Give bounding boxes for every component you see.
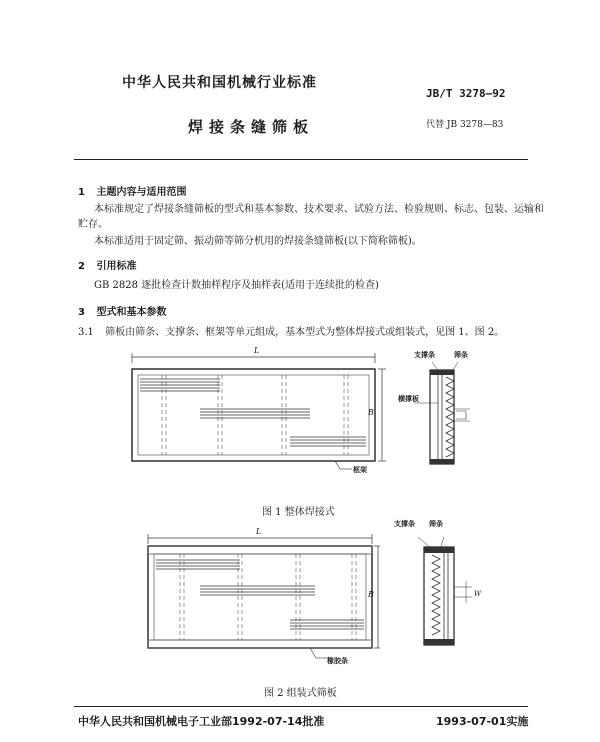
figure-1-side-view (410, 345, 490, 470)
section-2-number: 2 (78, 261, 85, 272)
implementation-date: 1993-07-01实施 (436, 715, 529, 728)
standard-code: JB/T 3278—92 (426, 87, 506, 100)
section-1-heading (78, 183, 186, 198)
figure-2-label-support: 支撑条 (394, 519, 415, 528)
figure-2-caption: 图 2 组装式筛板 (264, 688, 337, 699)
section-1-title: 主题内容与适用范围 (96, 187, 187, 198)
section-2-heading (78, 257, 136, 272)
header-rule (74, 159, 528, 160)
figure-1-front-view (120, 345, 390, 475)
figure-1-dim-L: L (254, 346, 260, 355)
section-1-number: 1 (78, 187, 85, 198)
figure-2-dim-W: W (474, 590, 482, 598)
figure-1-dim-B: B (368, 408, 374, 417)
approval-date: 中华人民共和国机械电子工业部1992-07-14批准 (78, 715, 325, 728)
figure-1-label-screen-bar: 筛条 (454, 350, 468, 359)
figure-2-dim-B: B (368, 590, 374, 599)
document-title: 焊接条缝筛板 (188, 118, 315, 136)
section-3-heading (78, 303, 166, 318)
figure-1-caption: 图 1 整体焊接式 (262, 507, 335, 518)
section-3-number: 3 (78, 307, 85, 318)
figure-1-label-frame: 框架 (353, 465, 367, 474)
section-1-para-1-line-2: 贮存。 (78, 219, 108, 230)
section-1-para-2: 本标准适用于固定筛、振动筛等筛分机用的焊接条缝筛板(以下简称筛板)。 (94, 236, 422, 247)
figure-2-front-view (140, 528, 380, 668)
section-3-1-text: 筛板由筛条、支撑条、框架等单元组成，基本型式为整体焊接式或组装式，见图 1、图 2。 (105, 327, 505, 338)
section-2-title: 引用标准 (96, 261, 137, 272)
figure-1-label-support: 支撑条 (414, 350, 435, 359)
section-3-1-number: 3.1 (78, 327, 94, 338)
figure-2-label-rubber: 橡胶条 (327, 656, 348, 665)
figure-2-label-screen-bar: 筛条 (429, 519, 443, 528)
figure-1-label-cross: 横撑板 (398, 394, 419, 403)
figure-2-dim-L: L (256, 527, 262, 536)
section-1-para-1-line-1: 本标准规定了焊接条缝筛板的型式和基本参数、技术要求、试验方法、检验规则、标志、包装、运输和 (94, 204, 544, 215)
standard-org-title: 中华人民共和国机械行业标准 (122, 75, 317, 91)
section-2-reference: GB 2828 逐批检查计数抽样程序及抽样表(适用于连续批的检查) (94, 280, 379, 291)
section-3-1 (78, 326, 504, 340)
replaces-note: 代替 JB 3278—83 (426, 120, 504, 130)
section-3-title: 型式和基本参数 (96, 307, 167, 318)
footer-rule (74, 706, 528, 707)
